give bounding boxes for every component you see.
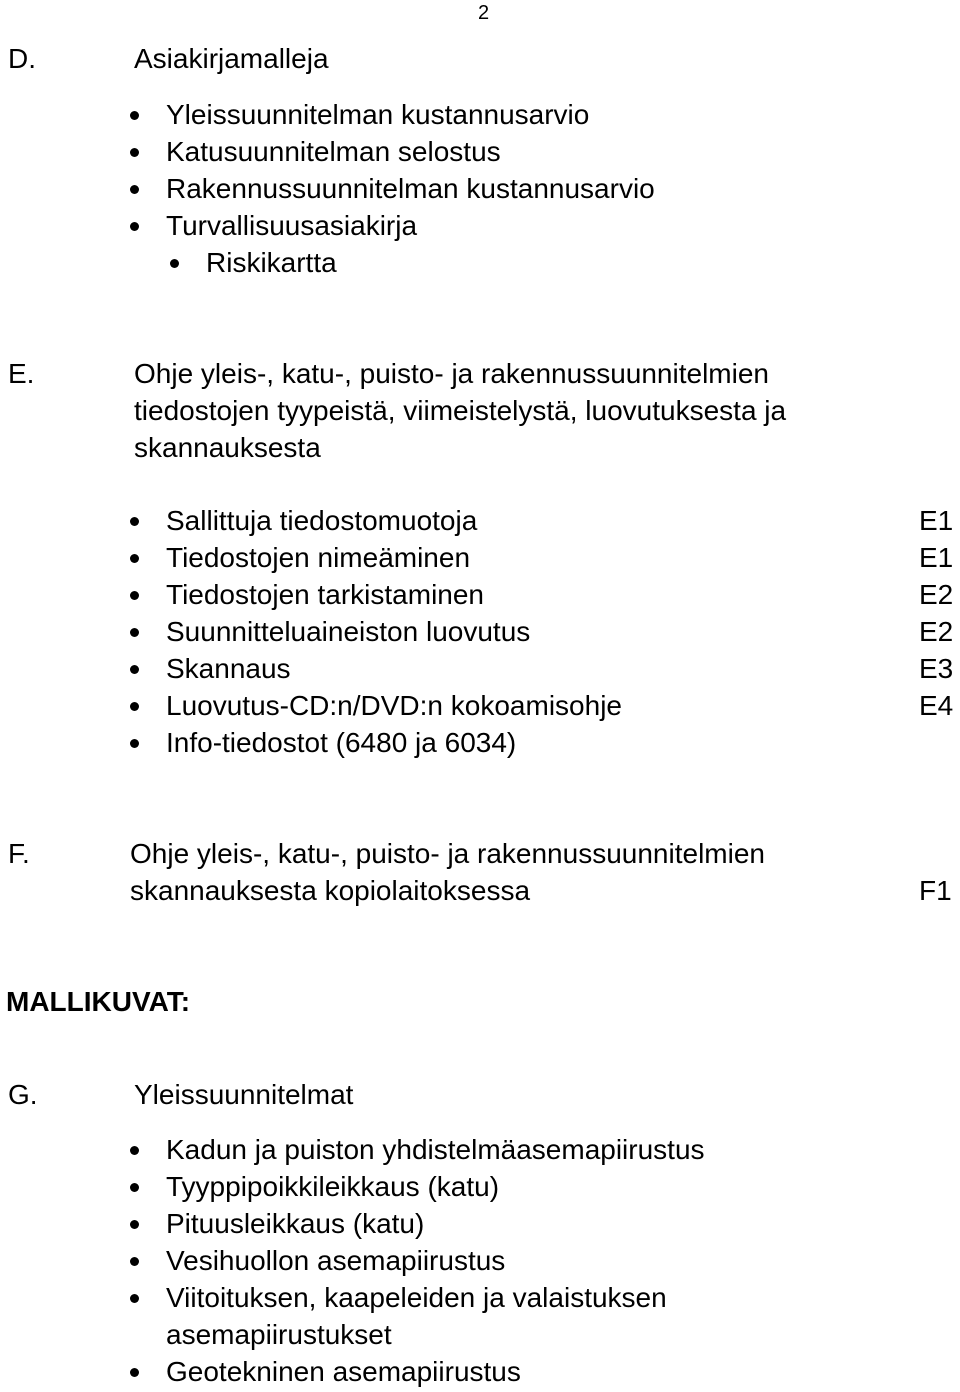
bullet-icon (130, 185, 139, 194)
section-e-title-line: skannauksesta (134, 432, 321, 463)
section-f-letter: F. (8, 838, 30, 869)
section-g-title: Yleissuunnitelmat (134, 1079, 354, 1110)
bullet-icon (130, 1146, 139, 1155)
bullet-icon (130, 111, 139, 120)
list-item: Geotekninen asemapiirustus (166, 1356, 521, 1387)
list-item-ref: E2 (919, 579, 954, 610)
section-f-ref: F1 (919, 875, 952, 906)
list-item: Luovutus-CD:n/DVD:n kokoamisohje (166, 690, 622, 721)
list-item: Info-tiedostot (6480 ja 6034) (166, 727, 517, 758)
list-item: Tiedostojen tarkistaminen (166, 579, 485, 610)
list-item: Rakennussuunnitelman kustannusarvio (166, 173, 655, 204)
list-item: Vesihuollon asemapiirustus (166, 1245, 506, 1276)
bullet-icon (130, 1183, 139, 1192)
bullet-icon (130, 665, 139, 674)
section-e-title-line: Ohje yleis-, katu-, puisto- ja rakennussuunnitelmien (134, 358, 769, 389)
bullet-icon (130, 222, 139, 231)
list-item: Pituusleikkaus (katu) (166, 1208, 425, 1239)
sub-list-item: Riskikartta (206, 247, 337, 278)
list-item: Suunnitteluaineiston luovutus (166, 616, 531, 647)
list-item: Sallittuja tiedostomuotoja (166, 505, 478, 536)
bullet-icon (130, 591, 139, 600)
list-item-ref: E3 (919, 653, 954, 684)
bullet-icon (130, 702, 139, 711)
list-item: Turvallisuusasiakirja (166, 210, 418, 241)
bullet-icon (130, 517, 139, 526)
bullet-icon (130, 554, 139, 563)
list-item: Tiedostojen nimeäminen (166, 542, 471, 573)
bullet-icon (130, 739, 139, 748)
list-item: Katusuunnitelman selostus (166, 136, 501, 167)
section-e-title-line: tiedostojen tyypeistä, viimeistelystä, luovutuksesta ja (134, 395, 787, 426)
section-d-title: Asiakirjamalleja (134, 43, 329, 74)
bullet-icon (130, 628, 139, 637)
section-d-letter: D. (8, 43, 36, 74)
list-item-continuation: asemapiirustukset (166, 1319, 392, 1350)
list-item-ref: E4 (919, 690, 954, 721)
section-g-letter: G. (8, 1079, 38, 1110)
list-item: Skannaus (166, 653, 291, 684)
list-item: Yleissuunnitelman kustannusarvio (166, 99, 590, 130)
bullet-icon (170, 259, 179, 268)
list-item-ref: E1 (919, 542, 954, 573)
list-item-ref: E1 (919, 505, 954, 536)
page-number: 2 (478, 2, 490, 24)
bullet-icon (130, 1257, 139, 1266)
bullet-icon (130, 148, 139, 157)
mallikuvat-heading: MALLIKUVAT: (6, 986, 191, 1017)
section-e-letter: E. (8, 358, 35, 389)
list-item: Tyyppipoikkileikkaus (katu) (166, 1171, 500, 1202)
list-item: Kadun ja puiston yhdistelmäasemapiirustus (166, 1134, 705, 1165)
list-item: Viitoituksen, kaapeleiden ja valaistuksen (166, 1282, 667, 1313)
bullet-icon (130, 1220, 139, 1229)
section-f-title-line: Ohje yleis-, katu-, puisto- ja rakennussuunnitelmien (130, 838, 765, 869)
bullet-icon (130, 1368, 139, 1377)
bullet-icon (130, 1294, 139, 1303)
section-f-title-line: skannauksesta kopiolaitoksessa (130, 875, 531, 906)
list-item-ref: E2 (919, 616, 954, 647)
